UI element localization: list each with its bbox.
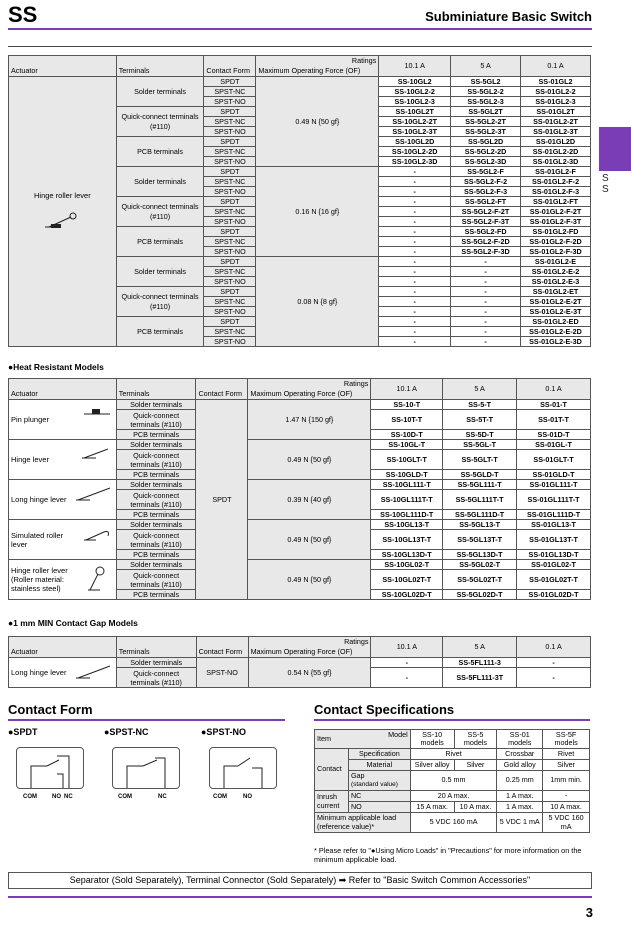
model-cell: SS-5D-T — [443, 430, 517, 440]
table-row — [9, 400, 591, 410]
model-cell: SS-01GL2-F — [521, 167, 591, 177]
contact-form-cell: SPST-NO — [204, 127, 256, 137]
spst-nc-nc: NC — [158, 794, 167, 800]
model-cell: SS-01GL2D — [521, 137, 591, 147]
terminals-cell: PCB terminals — [116, 510, 196, 520]
model-cell: SS-5FL111-3 — [443, 658, 517, 668]
model-cell: - — [379, 177, 451, 187]
spst-no-label: ●SPST-NO — [201, 727, 246, 737]
operating-force-cell: 0.16 N {16 gf} — [256, 167, 379, 257]
contact-form-cell: SPST-NO — [204, 157, 256, 167]
pin-plunger-icon — [82, 406, 112, 416]
model-cell: - — [451, 257, 521, 267]
model-cell: SS-5GL2T — [451, 107, 521, 117]
model-cell: - — [517, 668, 591, 688]
contact-form-cell: SPDT — [204, 287, 256, 297]
terminals-cell: Solder terminals — [116, 77, 204, 107]
contact-form-cell: SPST-NC — [204, 117, 256, 127]
operating-force-cell: 0.08 N {8 gf} — [256, 257, 379, 347]
spdt-label: ●SPDT — [8, 727, 38, 737]
model-cell: SS-01GL2T — [521, 107, 591, 117]
model-cell: SS-5GL2-F-3D — [451, 247, 521, 257]
operating-force-cell: 0.49 N {50 gf} — [256, 77, 379, 167]
model-cell: SS-5GL111D-T — [443, 510, 517, 520]
contact-form-cell: SPDT — [204, 257, 256, 267]
footer-rule — [8, 896, 592, 898]
long-hinge-lever-icon — [74, 486, 112, 502]
terminals-cell: Quick-connect terminals (#110) — [116, 450, 196, 470]
contact-form-cell: SPDT — [204, 137, 256, 147]
model-cell: SS-5GL13D-T — [443, 550, 517, 560]
terminals-cell: PCB terminals — [116, 317, 204, 347]
contact-form-cell: SPDT — [204, 197, 256, 207]
spst-no-diagram — [209, 747, 277, 789]
terminals-cell: PCB terminals — [116, 227, 204, 257]
model-cell: SS-01GL111T-T — [517, 490, 591, 510]
model-cell: SS-01GL2-FT — [521, 197, 591, 207]
simulated-roller-lever-icon — [82, 526, 112, 542]
terminals-cell: Quick-connect terminals (#110) — [116, 490, 196, 510]
model-cell: SS-5GL2-2D — [451, 147, 521, 157]
model-cell: SS-01GL2-2 — [521, 87, 591, 97]
terminals-cell: Quick-connect terminals (#110) — [116, 668, 196, 688]
model-cell: SS-5GL13-T — [443, 520, 517, 530]
model-cell: - — [379, 297, 451, 307]
model-cell: SS-01GL2-E-2 — [521, 267, 591, 277]
model-cell: SS-10GL02T-T — [371, 570, 443, 590]
contact-form-cell: SPST-NO — [204, 187, 256, 197]
model-cell: SS-01GLD-T — [517, 470, 591, 480]
model-cell: - — [379, 237, 451, 247]
model-cell: SS-5GL2-3D — [451, 157, 521, 167]
terminals-cell: Solder terminals — [116, 167, 204, 197]
contact-form-cell: SPST-NC — [204, 297, 256, 307]
model-table-contact-gap: Ratings 10.1 A 5 A 0.1 A Actuator Terminals Contact Form Maximum Operating Force (OF) Long hinge lever Solder terminals SPST-NO 0.54 N {55 gf} - SS-5FL111-3 - Quick-connect terminals (#110) - SS-5FL111-3T - — [8, 636, 591, 688]
side-tab-label: S S — [602, 173, 609, 195]
model-cell: SS-5GL2-3T — [451, 127, 521, 137]
operating-force-cell: 0.39 N {40 gf} — [248, 480, 371, 520]
model-cell: SS-5GL2-2T — [451, 117, 521, 127]
section-contact-gap: ●1 mm MIN Contact Gap Models — [8, 618, 138, 628]
model-cell: SS-01GL2-E-3D — [521, 337, 591, 347]
contact-form-cell: SPDT — [204, 107, 256, 117]
model-cell: SS-01GL2-3T — [521, 127, 591, 137]
model-cell: SS-01GL2-E-2D — [521, 327, 591, 337]
model-cell: SS-5GL2-FD — [451, 227, 521, 237]
spst-no-com: COM — [213, 794, 227, 800]
model-cell: - — [379, 277, 451, 287]
model-cell: SS-01GL2-E — [521, 257, 591, 267]
terminals-cell: Quick-connect terminals (#110) — [116, 197, 204, 227]
model-cell: - — [379, 267, 451, 277]
table-row — [9, 440, 591, 450]
spdt-contact-icon — [17, 748, 83, 788]
model-cell: SS-5GL02-T — [443, 560, 517, 570]
model-cell: - — [379, 327, 451, 337]
model-cell: - — [379, 287, 451, 297]
long-hinge-lever-icon — [74, 664, 112, 680]
terminals-cell: Solder terminals — [116, 257, 204, 287]
page-subtitle: Subminiature Basic Switch — [425, 9, 592, 24]
accessories-reference: Separator (Sold Separately), Terminal Connector (Sold Separately) ➡ Refer to "Basic Switch Common Accessories" — [8, 872, 592, 889]
header-rule — [8, 28, 592, 30]
contact-form-cell: SPST-NC — [204, 87, 256, 97]
spdt-no: NO — [52, 794, 61, 800]
model-cell: SS-01GL13-T — [517, 520, 591, 530]
model-cell: SS-01GL111-T — [517, 480, 591, 490]
model-cell: SS-10GL2-2D — [379, 147, 451, 157]
contact-form-cell: SPDT — [196, 400, 248, 600]
terminals-cell: Quick-connect terminals (#110) — [116, 287, 204, 317]
model-cell: SS-10GL111-T — [371, 480, 443, 490]
model-cell: SS-5GLD-T — [443, 470, 517, 480]
model-cell: - — [451, 287, 521, 297]
model-cell: SS-5GL2-F-2 — [451, 177, 521, 187]
model-cell: SS-01D-T — [517, 430, 591, 440]
model-cell: SS-01GL2 — [521, 77, 591, 87]
model-cell: SS-01GL2-3 — [521, 97, 591, 107]
contact-form-cell: SPDT — [204, 317, 256, 327]
model-cell: - — [379, 227, 451, 237]
model-cell: SS-10GLT-T — [371, 450, 443, 470]
model-cell: - — [451, 337, 521, 347]
model-cell: SS-10GL2-3D — [379, 157, 451, 167]
model-cell: SS-01GL2-E-2T — [521, 297, 591, 307]
model-cell: SS-5GL2-F-3 — [451, 187, 521, 197]
model-cell: SS-5GL2-F-3T — [451, 217, 521, 227]
model-cell: - — [379, 167, 451, 177]
model-cell: SS-01GL02-T — [517, 560, 591, 570]
contact-form-cell: SPST-NO — [204, 97, 256, 107]
terminals-cell: PCB terminals — [116, 590, 196, 600]
footnote: * Please refer to "●Using Micro Loads" in "Precautions" for more information on the minimum applicable load. — [314, 846, 582, 864]
model-cell: SS-01GL02T-T — [517, 570, 591, 590]
model-cell: - — [379, 337, 451, 347]
section-heat-resistant: ●Heat Resistant Models — [8, 362, 104, 372]
model-cell: SS-5FL111-3T — [443, 668, 517, 688]
terminals-cell: Solder terminals — [116, 658, 196, 668]
contact-form-cell: SPDT — [204, 167, 256, 177]
model-cell: SS-10GL-T — [371, 440, 443, 450]
terminals-cell: Quick-connect terminals (#110) — [116, 570, 196, 590]
model-cell: SS-10GL2-2T — [379, 117, 451, 127]
model-table-heat-resistant: Ratings 10.1 A 5 A 0.1 A Actuator Terminals Contact Form Maximum Operating Force (OF) Pin plunger Solder terminals SPDT 1.47 N {150 gf} SS-10-T SS-5-T SS-01-T Quick-connect terminals (#110) SS-10T-T SS-5T-T SS-01T-T PCB terminals SS-10D-T SS-5D-T SS-01D-T Hinge lever Solder terminals 0.49 N {50 gf} SS-10GL-T SS-5GL-T SS-01GL-T Quick-connect terminals (#110) SS-10GLT-T SS-5GLT-T SS-01GLT-T PCB terminals SS-10GLD-T SS-5GLD-T SS-01GLD-T Long hinge lever Solder terminals 0.39 N {40 gf} SS-10GL111-T SS-5GL111-T SS-01GL111-T Quick-connect terminals (#110) SS-10GL111T-T SS-5GL111T-T SS-01GL111T-T PCB terminals SS-10GL111D-T SS-5GL111D-T SS-01GL111D-T Simulated roller lever Solder terminals 0.49 N {50 gf} SS-10GL13-T SS-5GL13-T SS-01GL13-T Quick-connect terminals (#110) SS-10GL13T-T SS-5GL13T-T SS-01GL13T-T PCB terminals SS-10GL13D-T SS-5GL13D-T SS-01GL13D-T Hinge roller lever (Roller material: stainless steel) Solder terminals 0.49 N {50 gf} SS-10GL02-T SS-5GL02-T SS-01GL02-T Quick-connect terminals (#110) SS-10GL02T-T SS-5GL02T-T SS-01GL02T-T PCB terminals SS-10GL02D-T SS-5GL02D-T SS-01GL02D-T — [8, 378, 591, 600]
model-cell: - — [451, 297, 521, 307]
terminals-cell: PCB terminals — [116, 137, 204, 167]
model-cell: SS-01GL02D-T — [517, 590, 591, 600]
terminals-cell: Solder terminals — [116, 440, 196, 450]
contact-form-cell: SPDT — [204, 227, 256, 237]
model-cell: SS-5T-T — [443, 410, 517, 430]
model-cell: - — [379, 257, 451, 267]
actuator-cell: Hinge roller lever (Roller material: stainless steel) — [9, 560, 117, 600]
actuator-cell: Simulated roller lever — [9, 520, 117, 560]
model-cell: - — [451, 317, 521, 327]
model-cell: - — [379, 187, 451, 197]
actuator-cell: Long hinge lever — [9, 658, 117, 688]
table-row — [9, 560, 591, 570]
operating-force-cell: 0.49 N {50 gf} — [248, 440, 371, 480]
model-cell: - — [451, 277, 521, 287]
model-cell: SS-10-T — [371, 400, 443, 410]
contact-form-cell: SPST-NC — [204, 177, 256, 187]
actuator-cell: Hinge lever — [9, 440, 117, 480]
spdt-diagram — [16, 747, 84, 789]
model-cell: SS-01GL-T — [517, 440, 591, 450]
operating-force-cell: 0.49 N {50 gf} — [248, 520, 371, 560]
spst-nc-com: COM — [118, 794, 132, 800]
model-cell: SS-10GL111T-T — [371, 490, 443, 510]
side-tab — [599, 127, 631, 171]
model-cell: - — [379, 197, 451, 207]
model-cell: SS-5GL2-F-2T — [451, 207, 521, 217]
table-row — [9, 480, 591, 490]
model-cell: SS-01GL2-ET — [521, 287, 591, 297]
model-cell: SS-01T-T — [517, 410, 591, 430]
model-cell: SS-5GL2-FT — [451, 197, 521, 207]
model-cell: SS-10GLD-T — [371, 470, 443, 480]
operating-force-cell: 0.54 N {55 gf} — [248, 658, 371, 688]
terminals-cell: PCB terminals — [116, 550, 196, 560]
model-cell: - — [371, 668, 443, 688]
model-cell: SS-10GL2D — [379, 137, 451, 147]
model-cell: SS-5GL2-2 — [451, 87, 521, 97]
model-table-standard: Ratings 10.1 A 5 A 0.1 A Actuator Terminals Contact Form Maximum Operating Force (OF) Hinge roller lever Solder terminals SPDT 0.49 N {50 gf} SS-10GL2 SS-5GL2 SS-01GL2 SPST-NC SS-10GL2-2 SS-5GL2-2 SS-01GL2-2 SPST-NO SS-10GL2-3 SS-5GL2-3 SS-01GL2-3 Quick-connect terminals (#110) SPDT SS-10GL2T SS-5GL2T SS-01GL2T SPST-NC SS-10GL2-2T SS-5GL2-2T SS-01GL2-2T SPST-NO SS-10GL2-3T SS-5GL2-3T SS-01GL2-3T PCB terminals SPDT SS-10GL2D SS-5GL2D SS-01GL2D SPST-NC SS-10GL2-2D SS-5GL2-2D SS-01GL2-2D SPST-NO SS-10GL2-3D SS-5GL2-3D SS-01GL2-3D Solder terminals SPDT 0.16 N {16 gf} - SS-5GL2-F SS-01GL2-F SPST-NC - SS-5GL2-F-2 SS-01GL2-F-2 SPST-NO - SS-5GL2-F-3 SS-01GL2-F-3 Quick-connect terminals (#110) SPDT - SS-5GL2-FT SS-01GL2-FT SPST-NC - SS-5GL2-F-2T SS-01GL2-F-2T SPST-NO - SS-5GL2-F-3T SS-01GL2-F-3T PCB terminals SPDT - SS-5GL2-FD SS-01GL2-FD SPST-NC - SS-5GL2-F-2D SS-01GL2-F-2D SPST-NO - SS-5GL2-F-3D SS-01GL2-F-3D Solder terminals SPDT 0.08 N {8 gf} - - SS-01GL2-E SPST-NC - - SS-01GL2-E-2 SPST-NO - - SS-01GL2-E-3 Quick-connect terminals (#110) SPDT - - SS-01GL2-ET SPST-NC - - SS-01GL2-E-2T SPST-NO - - SS-01GL2-E-3T PCB terminals SPDT - - SS-01GL2-ED SPST-NC - - SS-01GL2-E-2D SPST-NO - - SS-01GL2-E-3D — [8, 55, 591, 347]
actuator-cell: Long hinge lever — [9, 480, 117, 520]
table-row — [9, 520, 591, 530]
spdt-com: COM — [23, 794, 37, 800]
model-cell: SS-10GL13D-T — [371, 550, 443, 560]
model-cell: SS-5GL13T-T — [443, 530, 517, 550]
hinge-lever-icon — [80, 446, 112, 460]
terminals-cell: PCB terminals — [116, 470, 196, 480]
model-cell: SS-10GL111D-T — [371, 510, 443, 520]
spdt-nc: NC — [64, 794, 73, 800]
model-cell: SS-10GL2-3 — [379, 97, 451, 107]
hinge-roller-lever-icon — [41, 209, 83, 231]
contact-form-cell: SPST-NC — [204, 147, 256, 157]
spst-nc-diagram — [112, 747, 180, 789]
model-cell: SS-5GL111T-T — [443, 490, 517, 510]
model-cell: - — [379, 217, 451, 227]
model-cell: - — [517, 658, 591, 668]
contact-form-cell: SPST-NO — [204, 337, 256, 347]
spst-nc-contact-icon — [113, 748, 179, 788]
contact-spec-table: Item Model SS-10 models SS-5 models SS-01 models SS-5F models Contact Specification Rivet Crossbar Rivet Material Silver alloy Silver Gold alloy Silver Gap (standard value) 0.5 mm 0.25 mm 1mm min. Inrush current NC 20 A max. 1 A max. - NO 15 A max. 10 A max. 1 A max. 10 A max. Minimum applicable load (reference value)* 5 VDC 160 mA 5 VDC 1 mA 5 VDC 160 mA — [314, 729, 590, 833]
contact-form-cell: SPST-NO — [204, 217, 256, 227]
model-cell: SS-10GL02-T — [371, 560, 443, 570]
operating-force-cell: 1.47 N {150 gf} — [248, 400, 371, 440]
model-cell: SS-5GLT-T — [443, 450, 517, 470]
model-cell: SS-10GL2-2 — [379, 87, 451, 97]
model-cell: SS-5GL2-3 — [451, 97, 521, 107]
model-cell: SS-5GL2D — [451, 137, 521, 147]
contact-spec-title: Contact Specifications — [314, 702, 455, 717]
terminals-cell: Solder terminals — [116, 520, 196, 530]
model-cell: - — [379, 247, 451, 257]
model-cell: SS-10GL02D-T — [371, 590, 443, 600]
model-cell: SS-10T-T — [371, 410, 443, 430]
model-cell: SS-01GL2-F-2 — [521, 177, 591, 187]
model-cell: SS-01GL2-FD — [521, 227, 591, 237]
spst-no-contact-icon — [210, 748, 276, 788]
contact-spec-rule — [314, 719, 590, 721]
contact-form-rule — [8, 719, 285, 721]
model-cell: SS-10GL2-3T — [379, 127, 451, 137]
contact-form-cell: SPST-NC — [204, 207, 256, 217]
terminals-cell: Solder terminals — [116, 400, 196, 410]
table-row — [9, 658, 591, 668]
model-cell: SS-01GL13D-T — [517, 550, 591, 560]
model-cell: - — [451, 327, 521, 337]
model-cell: SS-5GL02T-T — [443, 570, 517, 590]
contact-form-cell: SPST-NC — [204, 267, 256, 277]
model-cell: SS-5GL02D-T — [443, 590, 517, 600]
model-cell: SS-01GL2-2D — [521, 147, 591, 157]
model-cell: SS-01GL2-2T — [521, 117, 591, 127]
model-cell: SS-01GL2-ED — [521, 317, 591, 327]
contact-form-cell: SPST-NC — [204, 327, 256, 337]
terminals-cell: Quick-connect terminals (#110) — [116, 107, 204, 137]
actuator-cell: Hinge roller lever — [9, 77, 117, 347]
contact-form-cell: SPST-NC — [204, 237, 256, 247]
model-cell: SS-5GL2-F-2D — [451, 237, 521, 247]
header-thin-rule — [8, 46, 592, 47]
model-cell: SS-10GL2 — [379, 77, 451, 87]
model-cell: SS-01GL2-F-3T — [521, 217, 591, 227]
model-cell: - — [379, 207, 451, 217]
spst-no-no: NO — [243, 794, 252, 800]
contact-form-cell: SPST-NO — [204, 277, 256, 287]
model-cell: SS-01GL2-F-3 — [521, 187, 591, 197]
model-cell: - — [451, 307, 521, 317]
model-cell: SS-5GL111-T — [443, 480, 517, 490]
model-cell: SS-01GLT-T — [517, 450, 591, 470]
terminals-cell: Quick-connect terminals (#110) — [116, 410, 196, 430]
model-cell: SS-5GL2-F — [451, 167, 521, 177]
model-cell: SS-10GL13T-T — [371, 530, 443, 550]
table-row — [9, 77, 591, 87]
model-cell: SS-5-T — [443, 400, 517, 410]
model-cell: SS-01-T — [517, 400, 591, 410]
terminals-cell: Solder terminals — [116, 560, 196, 570]
contact-form-title: Contact Form — [8, 702, 93, 717]
model-cell: SS-01GL111D-T — [517, 510, 591, 520]
model-cell: - — [379, 307, 451, 317]
operating-force-cell: 0.49 N {50 gf} — [248, 560, 371, 600]
model-cell: SS-01GL2-E-3T — [521, 307, 591, 317]
model-cell: - — [379, 317, 451, 327]
model-cell: SS-01GL2-F-2D — [521, 237, 591, 247]
page-title: SS — [8, 2, 38, 27]
terminals-cell: Quick-connect terminals (#110) — [116, 530, 196, 550]
actuator-cell: Pin plunger — [9, 400, 117, 440]
contact-form-cell: SPST-NO — [204, 247, 256, 257]
page-number: 3 — [585, 905, 593, 920]
contact-form-cell: SPST-NO — [196, 658, 248, 688]
model-cell: - — [371, 658, 443, 668]
model-cell: - — [451, 267, 521, 277]
model-cell: SS-10D-T — [371, 430, 443, 440]
contact-form-cell: SPST-NO — [204, 307, 256, 317]
model-cell: SS-01GL2-F-2T — [521, 207, 591, 217]
contact-form-cell: SPDT — [204, 77, 256, 87]
model-cell: SS-01GL2-E-3 — [521, 277, 591, 287]
model-cell: SS-10GL2T — [379, 107, 451, 117]
model-cell: SS-01GL13T-T — [517, 530, 591, 550]
terminals-cell: PCB terminals — [116, 430, 196, 440]
model-cell: SS-01GL2-F-3D — [521, 247, 591, 257]
hinge-roller-lever-icon — [86, 564, 112, 594]
model-cell: SS-5GL-T — [443, 440, 517, 450]
model-cell: SS-5GL2 — [451, 77, 521, 87]
spst-nc-label: ●SPST-NC — [104, 727, 149, 737]
model-cell: SS-10GL13-T — [371, 520, 443, 530]
terminals-cell: Solder terminals — [116, 480, 196, 490]
model-cell: SS-01GL2-3D — [521, 157, 591, 167]
